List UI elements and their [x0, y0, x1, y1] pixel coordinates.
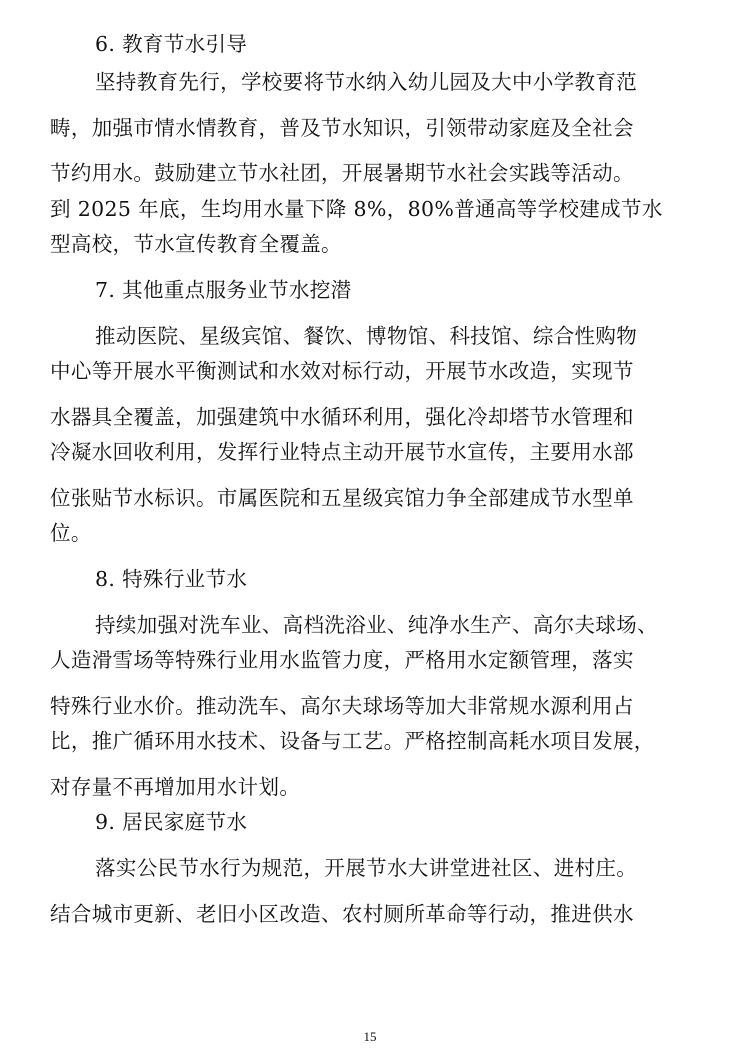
paragraph-line: 对存量不再增加用水计划。	[50, 775, 301, 799]
paragraph-line: 畴，加强市情水情教育，普及节水知识，引领带动家庭及全社会	[50, 116, 634, 140]
paragraph-line: 推动医院、星级宾馆、餐饮、博物馆、科技馆、综合性购物	[95, 324, 638, 348]
paragraph-line: 到 2025 年底，生均用水量下降 8%，80%普通高等学校建成节水	[50, 197, 663, 221]
paragraph-line: 位张贴节水标识。市属医院和五星级宾馆力争全部建成节水型单	[50, 486, 634, 510]
section-heading-6: 6. 教育节水引导	[95, 32, 248, 56]
paragraph-line: 中心等开展水平衡测试和水效对标行动，开展节水改造，实现节	[50, 359, 634, 383]
paragraph-line: 人造滑雪场等特殊行业用水监管力度，严格用水定额管理，落实	[50, 648, 634, 672]
section-heading-8: 8. 特殊行业节水	[95, 567, 248, 591]
paragraph-line: 落实公民节水行为规范，开展节水大讲堂进社区、进村庄。	[95, 856, 638, 880]
paragraph-line: 型高校，节水宣传教育全覆盖。	[50, 232, 342, 256]
paragraph-line: 持续加强对洗车业、高档洗浴业、纯净水生产、高尔夫球场、	[95, 613, 658, 637]
page-number: 15	[363, 1029, 377, 1044]
paragraph-line: 位。	[50, 521, 92, 545]
paragraph-line: 水器具全覆盖，加强建筑中水循环利用，强化冷却塔节水管理和	[50, 405, 634, 429]
section-heading-9: 9. 居民家庭节水	[95, 810, 248, 834]
paragraph-line: 比，推广循环用水技术、设备与工艺。严格控制高耗水项目发展，	[50, 729, 655, 753]
paragraph-line: 结合城市更新、老旧小区改造、农村厕所革命等行动，推进供水	[50, 902, 634, 926]
paragraph-line: 特殊行业水价。推动洗车、高尔夫球场等加大非常规水源利用占	[50, 694, 634, 718]
paragraph-line: 冷凝水回收利用，发挥行业特点主动开展节水宣传，主要用水部	[50, 440, 634, 464]
section-heading-7: 7. 其他重点服务业节水挖潜	[95, 278, 352, 302]
paragraph-line: 坚持教育先行，学校要将节水纳入幼儿园及大中小学教育范	[95, 70, 638, 94]
paragraph-line: 节约用水。鼓励建立节水社团，开展暑期节水社会实践等活动。	[50, 161, 634, 185]
